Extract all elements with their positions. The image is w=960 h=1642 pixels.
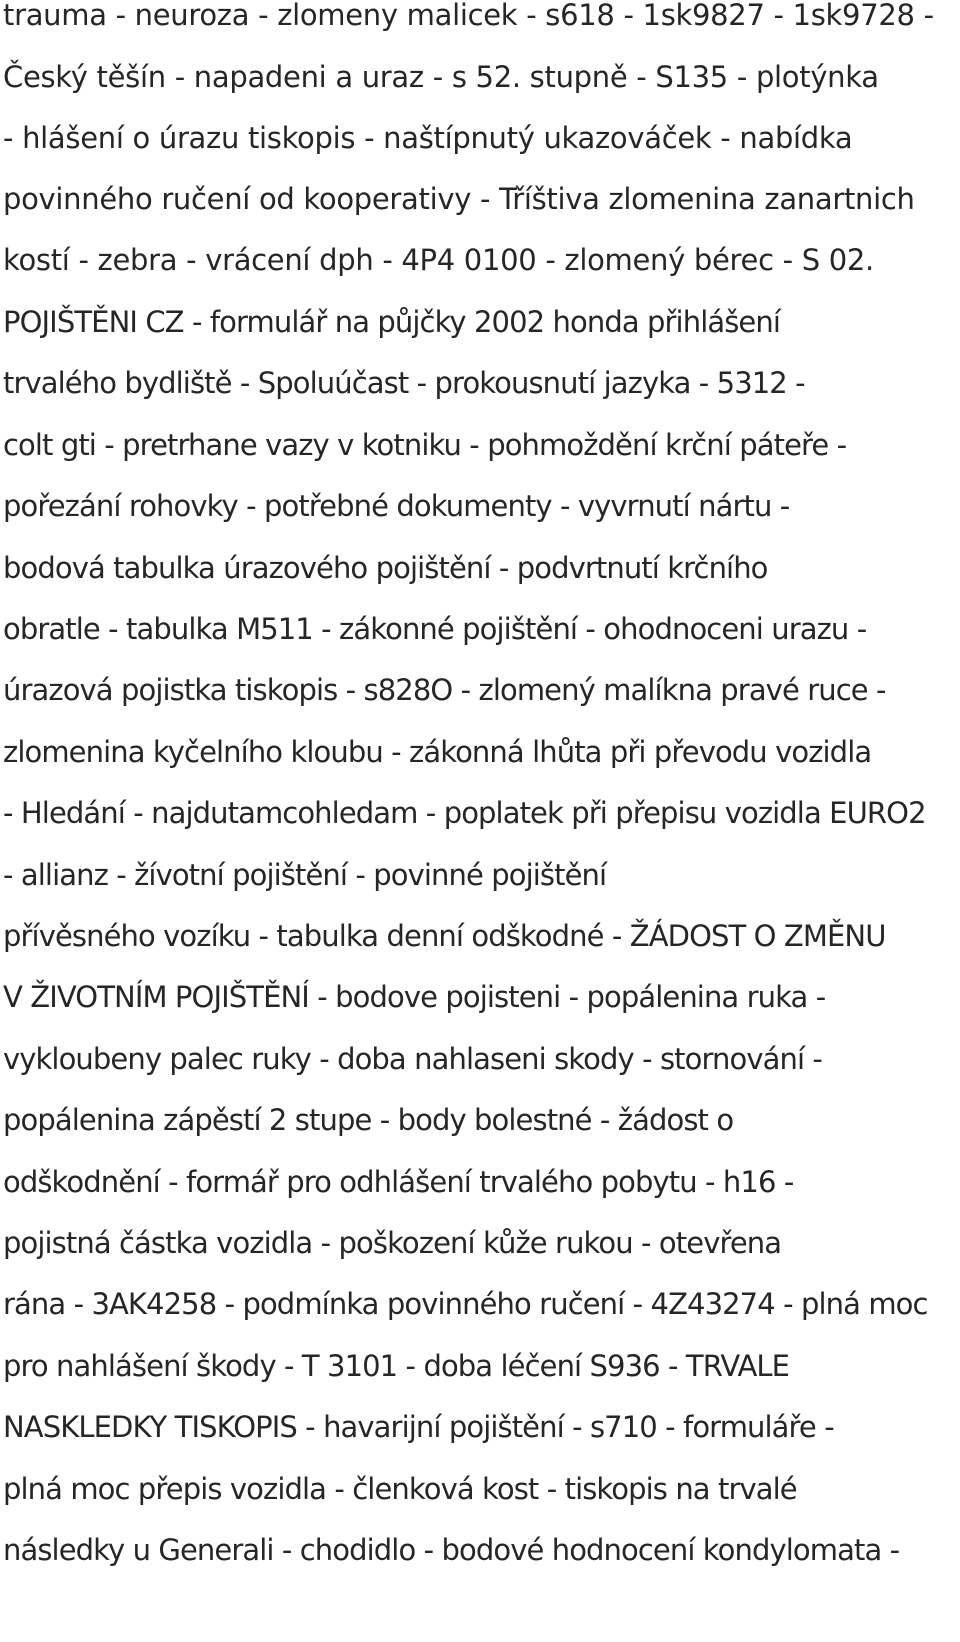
text-line: úrazová pojistka tiskopis - s828O - zlomený malíkna pravé ruce - [3,673,886,707]
text-line: rána - 3AK4258 - podmínka povinného ručení - 4Z43274 - plná moc [3,1287,928,1321]
text-line: pro nahlášení škody - T 3101 - doba léčení S936 - TRVALE [3,1349,790,1383]
text-line: trvalého bydliště - Spoluúčast - prokousnutí jazyka - 5312 - [3,366,805,400]
text-line: NASKLEDKY TISKOPIS - havarijní pojištění - s710 - formuláře - [3,1410,834,1444]
text-line: následky u Generali - chodidlo - bodové hodnocení kondylomata - [3,1533,900,1567]
text-line: plná moc přepis vozidla - členková kost - tiskopis na trvalé [3,1472,797,1506]
text-line: pořezání rohovky - potřebné dokumenty - vyvrnutí nártu - [3,489,790,523]
text-line: popálenina zápěstí 2 stupe - body bolestné - žádost o [3,1103,734,1137]
text-line: colt gti - pretrhane vazy v kotniku - pohmoždění krční páteře - [3,428,847,462]
text-line: zlomenina kyčelního kloubu - zákonná lhůta při převodu vozidla [3,735,872,769]
text-line: - allianz - žívotní pojištění - povinné pojištění [3,858,607,892]
text-line: - hlášení o úrazu tiskopis - naštípnutý ukazováček - nabídka [3,121,853,155]
text-line: pojistná částka vozidla - poškození kůže rukou - otevřena [3,1226,782,1260]
text-line: Český těšín - napadeni a uraz - s 52. stupně - S135 - plotýnka [3,60,879,94]
text-line: obratle - tabulka M511 - zákonné pojištění - ohodnoceni urazu - [3,612,867,646]
text-line: povinného ručení od kooperativy - Tříštiva zlomenina zanartnich [3,182,915,216]
text-line: odškodnění - formář pro odhlášení trvalého pobytu - h16 - [3,1165,794,1199]
text-line: vykloubeny palec ruky - doba nahlaseni skody - stornování - [3,1042,822,1076]
text-line: V ŽIVOTNÍM POJIŠTĚNÍ - bodove pojisteni - popálenina ruka - [3,980,826,1014]
text-line: kostí - zebra - vrácení dph - 4P4 0100 - zlomený bérec - S 02. [3,243,874,277]
text-line: bodová tabulka úrazového pojištění - podvrtnutí krčního [3,551,768,585]
text-line: - Hledání - najdutamcohledam - poplatek při přepisu vozidla EURO2 [3,796,926,830]
text-line: přívěsného vozíku - tabulka denní odškodné - ŽÁDOST O ZMĚNU [3,919,886,953]
text-line: POJIŠTĚNI CZ - formulář na půjčky 2002 honda přihlášení [3,305,781,339]
text-line: trauma - neuroza - zlomeny malicek - s618 - 1sk9827 - 1sk9728 - [3,0,934,32]
